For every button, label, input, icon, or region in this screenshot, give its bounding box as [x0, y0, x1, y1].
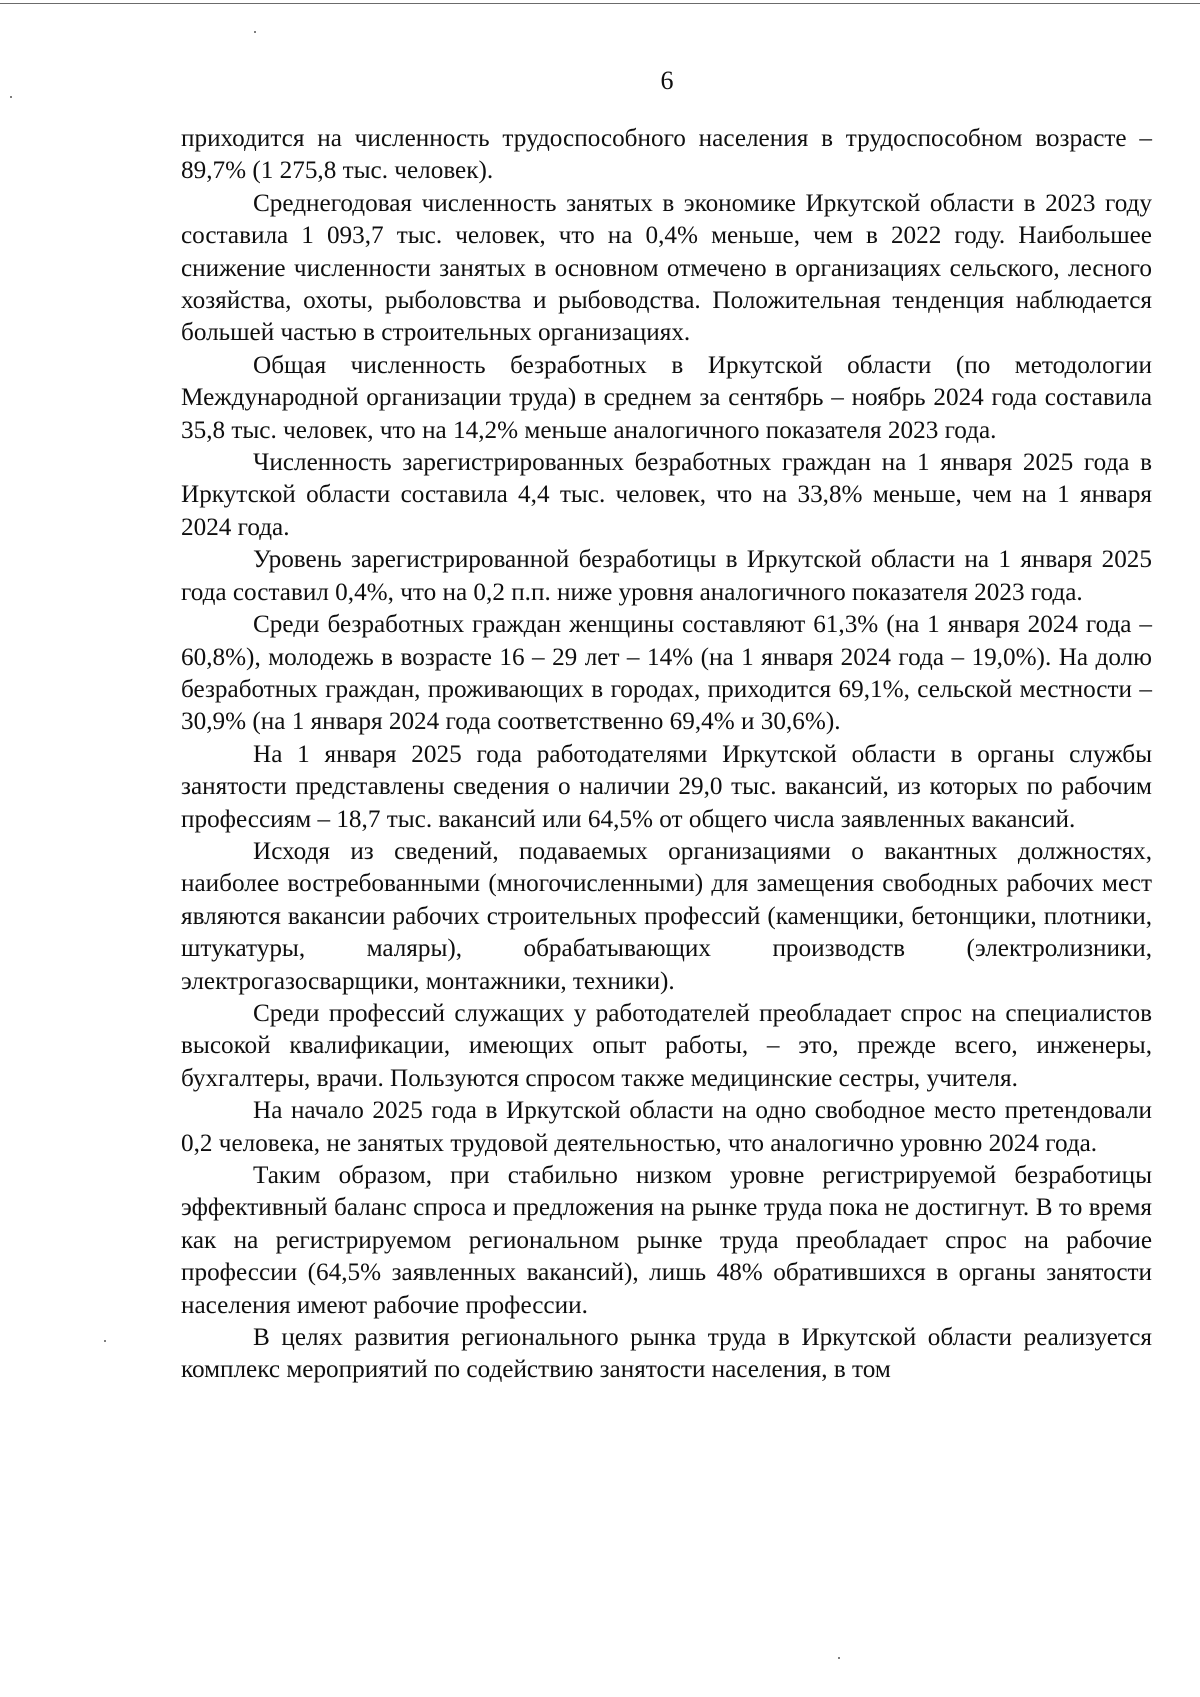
- paragraph-employed-average: Среднегодовая численность занятых в экономике Иркутской области в 2023 году составила 1 093,7 тыс. человек, что на 0,4% меньше, чем в 2022 году. Наибольшее снижение численности занятых в основном отмечено в организациях сельского, лесного хозяйства, охоты, рыболовства и рыбоводства. Положительная тенденция наблюдается большей частью в строительных организациях.: [181, 189, 1152, 347]
- scan-speck: [104, 1340, 106, 1342]
- paragraph-tension-ratio: На начало 2025 года в Иркутской области на одно свободное место претендовали 0,2 человека, не занятых трудовой деятельностью, что аналогично уровню 2024 года.: [181, 1097, 1152, 1157]
- scan-speck: [10, 96, 12, 98]
- paragraph-measures: В целях развития регионального рынка труда в Иркутской области реализуется комплекс мероприятий по содействию занятости населения, в том: [181, 1324, 1152, 1384]
- page-number: 6: [660, 66, 674, 95]
- scan-speck: [838, 1657, 840, 1659]
- paragraph-unemployed-structure: Среди безработных граждан женщины составляют 61,3% (на 1 января 2024 года – 60,8%), молодежь в возрасте 16 – 29 лет – 14% (на 1 января 2024 года – 19,0%). На долю безработных граждан, проживающих в городах, приходится 69,1%, сельской местности – 30,9% (на 1 января 2024 года соответственно 69,4% и 30,6%).: [181, 611, 1152, 736]
- paragraph-registered-unemployed: Численность зарегистрированных безработных граждан на 1 января 2025 года в Иркутской области составила 4,4 тыс. человек, что на 33,8% меньше, чем на 1 января 2024 года.: [181, 449, 1152, 541]
- scan-speck: [254, 31, 256, 33]
- paragraph-market-balance: Таким образом, при стабильно низком уровне регистрируемой безработицы эффективный баланс спроса и предложения на рынке труда пока не достигнут. В то время как на регистрируемом региональном рынке труда преобладает спрос на рабочие профессии (64,5% заявленных вакансий), лишь 48% обратившихся в органы занятости населения имеют рабочие профессии.: [181, 1162, 1152, 1319]
- paragraph-working-age-share: приходится на численность трудоспособного населения в трудоспособном возрасте – 89,7% (1 275,8 тыс. человек).: [181, 125, 1152, 185]
- scan-top-edge: [0, 3, 1200, 4]
- paragraph-demanded-workers: Исходя из сведений, подаваемых организациями о вакантных должностях, наиболее востребованными (многочисленными) для замещения свободных рабочих мест являются вакансии рабочих строительных профессий (каменщики, бетонщики, плотники, штукатуры, маляры), обрабатывающих производств (электролизники, электрогазосварщики, монтажники, техники).: [181, 837, 1152, 995]
- paragraph-vacancies: На 1 января 2025 года работодателями Иркутской области в органы службы занятости представлены сведения о наличии 29,0 тыс. вакансий, из которых по рабочим профессиям – 18,7 тыс. вакансий или 64,5% от общего числа заявленных вакансий.: [181, 740, 1152, 833]
- paragraph-demanded-employees: Среди профессий служащих у работодателей преобладает спрос на специалистов высокой квалификации, имеющих опыт работы, – это, прежде всего, инженеры, бухгалтеры, врачи. Пользуются спросом также медицинские сестры, учителя.: [181, 999, 1152, 1092]
- document-body: [181, 123, 1152, 1387]
- paragraph-registered-unemployment-level: Уровень зарегистрированной безработицы в Иркутской области на 1 января 2025 года составил 0,4%, что на 0,2 п.п. ниже уровня аналогичного показателя 2023 года.: [181, 546, 1152, 606]
- paragraph-unemployed-ilo: Общая численность безработных в Иркутской области (по методологии Международной организации труда) в среднем за сентябрь – ноябрь 2024 года составила 35,8 тыс. человек, что на 14,2% меньше аналогичного показателя 2023 года.: [181, 351, 1152, 444]
